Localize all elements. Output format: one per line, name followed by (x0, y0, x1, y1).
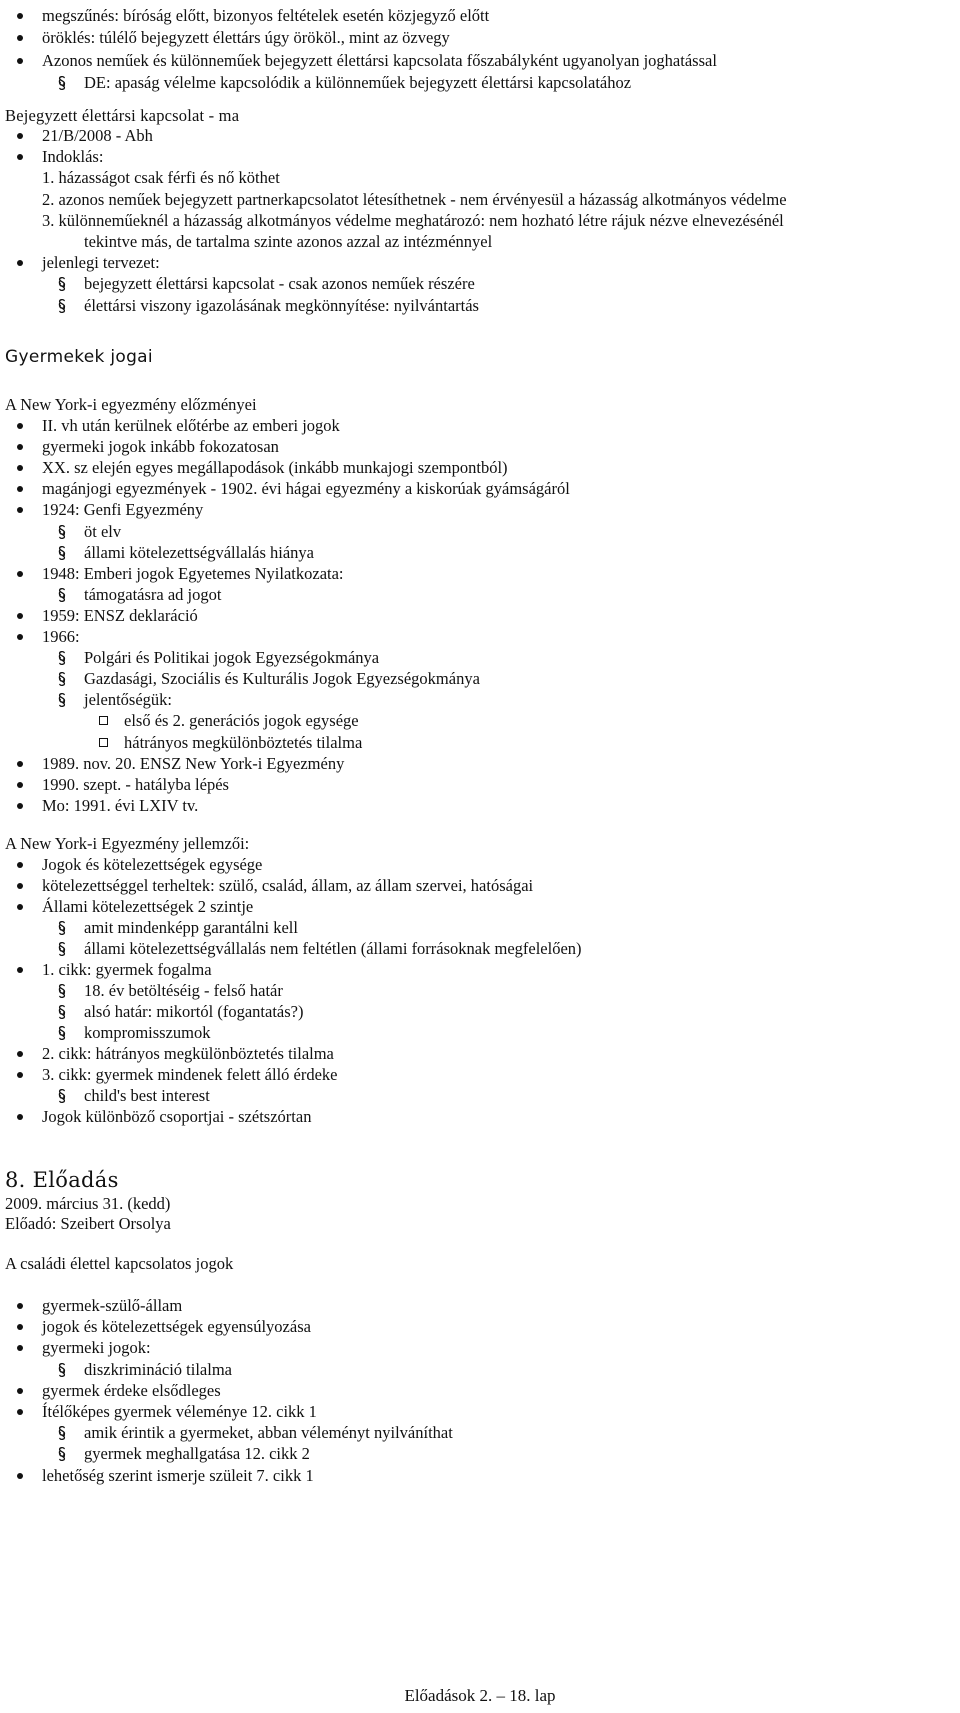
list-item-text: jelentőségük: (84, 690, 172, 709)
list-item (0, 274, 960, 294)
list-item-text: child's best interest (84, 1086, 210, 1105)
list-item (0, 960, 960, 980)
list-item-text: élettársi viszony igazolásának megkönnyítése: nyilvántartás (84, 296, 479, 315)
list-item (0, 416, 960, 436)
bullet-icon (17, 613, 23, 619)
list-item-text: diszkrimináció tilalma (84, 1360, 233, 1379)
section-sign-icon (58, 650, 66, 670)
section-sign-icon (58, 1446, 66, 1466)
list-item-text: 1948: Emberi jogok Egyetemes Nyilatkozata: (42, 564, 344, 583)
list-item (0, 1423, 960, 1443)
list-item (0, 1044, 960, 1064)
section-sign-icon (58, 1088, 66, 1108)
list-item (0, 855, 960, 875)
list-item-text: Gazdasági, Szociális és Kulturális Jogok Egyezségokmánya (84, 669, 480, 688)
bullet-icon (17, 1388, 23, 1394)
list-item (0, 711, 960, 731)
section-sign-icon (58, 545, 66, 565)
list-item (0, 437, 960, 457)
section-sign-icon (58, 941, 66, 961)
bullet-icon (17, 761, 23, 767)
bullet-icon (17, 571, 23, 577)
bullet-icon (17, 1345, 23, 1351)
page-footer: Előadások 2. – 18. lap (404, 1686, 556, 1705)
section-sign-icon (58, 1004, 66, 1024)
list-item (0, 296, 960, 316)
list-item-text: 1. cikk: gyermek fogalma (42, 960, 212, 979)
section-sign-icon (58, 1362, 66, 1382)
list-item-text: XX. sz elején egyes megállapodások (inkább munkajogi szempontból) (42, 458, 508, 477)
bullet-icon (17, 1051, 23, 1057)
list-item-text: 18. év betöltéséig - felső határ (84, 981, 283, 1000)
list-item (0, 1317, 960, 1337)
list-item-text: bejegyzett élettársi kapcsolat - csak azonos neműek részére (84, 274, 475, 293)
list-item-text: 2. azonos neműek bejegyzett partnerkapcsolatot létesíthetnek - nem érvényesül a házasság alkotmányos védelme (42, 190, 787, 209)
list-item-text: 2. cikk: hátrányos megkülönböztetés tilalma (42, 1044, 334, 1063)
list-item (0, 606, 960, 626)
list-item (0, 1002, 960, 1022)
section-sign-icon (58, 1425, 66, 1445)
list-item-text: 21/B/2008 - Abh (42, 126, 153, 145)
list-item (0, 564, 960, 584)
list-item-text: állami kötelezettségvállalás nem feltétlen (állami forrásoknak megfelelően) (84, 939, 582, 958)
list-item (0, 232, 960, 252)
list-item-text: 3. különneműeknél a házasság alkotmányos védelme meghatározó: nem hozható létre rájuk nézve elnevezésénél (42, 211, 784, 230)
bullet-icon (17, 1324, 23, 1330)
square-bullet-icon (99, 738, 108, 747)
list-item (0, 1360, 960, 1380)
list-item-text: 1924: Genfi Egyezmény (42, 500, 204, 519)
section-sign-icon (58, 692, 66, 712)
list-item-text: Ítélőképes gyermek véleménye 12. cikk 1 (42, 1402, 317, 1421)
list-item-text: 1989. nov. 20. ENSZ New York-i Egyezmény (42, 754, 345, 773)
list-item-text: 1966: (42, 627, 80, 646)
list-item-text: 1990. szept. - hatályba lépés (42, 775, 229, 794)
bullet-icon (17, 634, 23, 640)
jell-heading: A New York-i Egyezmény jellemzői: (5, 834, 250, 853)
bullet-icon (17, 1072, 23, 1078)
list-item (0, 1381, 960, 1401)
bullet-icon (17, 507, 23, 513)
list-item-text: Indoklás: (42, 147, 104, 166)
list-item-text: állami kötelezettségvállalás hiánya (84, 543, 314, 562)
bullet-icon (17, 1114, 23, 1120)
list-item (0, 253, 960, 273)
list-item-text: 1959: ENSZ deklaráció (42, 606, 198, 625)
list-item-text: jelenlegi tervezet: (42, 253, 160, 272)
list-item (0, 1338, 960, 1358)
list-item (0, 1296, 960, 1316)
list-item-text: gyermek meghallgatása 12. cikk 2 (84, 1444, 310, 1463)
list-item-text: 3. cikk: gyermek mindenek felett álló érdeke (42, 1065, 338, 1084)
list-item (0, 775, 960, 795)
list-item-text: amik érintik a gyermeket, abban véleményt nyilváníthat (84, 1423, 453, 1442)
list-item-text: hátrányos megkülönböztetés tilalma (124, 733, 363, 752)
list-item (0, 918, 960, 938)
list-item (0, 126, 960, 146)
list-item (0, 897, 960, 917)
bullet-icon (17, 862, 23, 868)
list-item (0, 1402, 960, 1422)
ny-heading: A New York-i egyezmény előzményei (5, 395, 257, 414)
list-item (0, 28, 960, 48)
list-item (0, 73, 960, 93)
section-sign-icon (58, 587, 66, 607)
list-item (0, 796, 960, 816)
list-item-text: DE: apaság vélelme kapcsolódik a különneműek bejegyzett élettársi kapcsolatához (84, 73, 632, 92)
section-heading-gyermekek: Gyermekek jogai (5, 347, 153, 367)
list-item (0, 876, 960, 896)
list-item-text: Jogok és kötelezettségek egysége (42, 855, 263, 874)
bullet-icon (17, 782, 23, 788)
section-sign-icon (58, 1025, 66, 1045)
list-item-text: öröklés: túlélő bejegyzett élettárs úgy örököl., mint az özvegy (42, 28, 450, 47)
list-item (0, 458, 960, 478)
list-item-text: Polgári és Politikai jogok Egyezségokmánya (84, 648, 380, 667)
list-item-text: 1. házasságot csak férfi és nő köthet (42, 168, 280, 187)
list-item-text: megszűnés: bíróság előtt, bizonyos feltételek esetén közjegyző előtt (42, 6, 490, 25)
list-item (0, 1444, 960, 1464)
list-item-text: jogok és kötelezettségek egyensúlyozása (42, 1317, 311, 1336)
list-item-text: Azonos neműek és különneműek bejegyzett élettársi kapcsolata főszabályként ugyanolyan joghatással (42, 51, 717, 70)
bullet-icon (17, 444, 23, 450)
list-item-text: gyermeki jogok: (42, 1338, 151, 1357)
csal-heading: A családi élettel kapcsolatos jogok (5, 1254, 234, 1273)
list-item (0, 211, 960, 231)
list-item (0, 1107, 960, 1127)
list-item (0, 981, 960, 1001)
list-item (0, 627, 960, 647)
bullet-icon (17, 904, 23, 910)
list-item-text: kötelezettséggel terheltek: szülő, család, állam, az állam szervei, hatóságai (42, 876, 534, 895)
bullet-icon (17, 1303, 23, 1309)
bullet-icon (17, 465, 23, 471)
section-sign-icon (58, 920, 66, 940)
list-item-text: első és 2. generációs jogok egysége (124, 711, 359, 730)
bullet-icon (17, 13, 23, 19)
section-sign-icon (58, 524, 66, 544)
list-item-text: tekintve más, de tartalma szinte azonos azzal az intézménnyel (84, 232, 493, 251)
list-item (0, 669, 960, 689)
bullet-icon (17, 35, 23, 41)
bullet-icon (17, 154, 23, 160)
list-item (0, 51, 960, 71)
list-item (0, 648, 960, 668)
bullet-icon (17, 1409, 23, 1415)
list-item (0, 479, 960, 499)
section-sign-icon (58, 276, 66, 296)
list-item (0, 690, 960, 710)
list-item (0, 1065, 960, 1085)
list-item (0, 522, 960, 542)
list-item (0, 585, 960, 605)
list-item (0, 1023, 960, 1043)
bullet-icon (17, 486, 23, 492)
list-item-text: támogatásra ad jogot (84, 585, 222, 604)
list-item (0, 939, 960, 959)
list-item (0, 500, 960, 520)
list-item (0, 543, 960, 563)
list-item-text: kompromisszumok (84, 1023, 211, 1042)
bullet-icon (17, 423, 23, 429)
bullet-icon (17, 883, 23, 889)
list-item (0, 733, 960, 753)
section-sign-icon (58, 298, 66, 318)
list-item-text: lehetőség szerint ismerje szüleit 7. cikk 1 (42, 1466, 314, 1485)
lecture-speaker: Előadó: Szeibert Orsolya (5, 1214, 171, 1233)
bullet-icon (17, 260, 23, 266)
list-item-text: Mo: 1991. évi LXIV tv. (42, 796, 199, 815)
list-item-text: Jogok különböző csoportjai - szétszórtan (42, 1107, 312, 1126)
bullet-icon (17, 133, 23, 139)
bullet-icon (17, 967, 23, 973)
list-item-text: II. vh után kerülnek előtérbe az emberi jogok (42, 416, 340, 435)
bej-heading: Bejegyzett élettársi kapcsolat - ma (5, 106, 240, 125)
bullet-icon (17, 1473, 23, 1479)
section-sign-icon (58, 75, 66, 95)
list-item (0, 6, 960, 26)
list-item (0, 168, 960, 188)
list-item-text: gyermek-szülő-állam (42, 1296, 183, 1315)
list-item (0, 190, 960, 210)
list-item-text: magánjogi egyezmények - 1902. évi hágai egyezmény a kiskorúak gyámságáról (42, 479, 570, 498)
list-item-text: gyermeki jogok inkább fokozatosan (42, 437, 279, 456)
list-item-text: Állami kötelezettségek 2 szintje (42, 897, 254, 916)
list-item (0, 1466, 960, 1486)
square-bullet-icon (99, 716, 108, 725)
bullet-icon (17, 803, 23, 809)
bullet-icon (17, 58, 23, 64)
list-item (0, 754, 960, 774)
list-item-text: alsó határ: mikortól (fogantatás?) (84, 1002, 304, 1021)
list-item-text: gyermek érdeke elsődleges (42, 1381, 221, 1400)
list-item-text: öt elv (84, 522, 122, 541)
section-sign-icon (58, 983, 66, 1003)
list-item (0, 147, 960, 167)
lecture-date: 2009. március 31. (kedd) (5, 1194, 171, 1213)
list-item-text: amit mindenképp garantálni kell (84, 918, 298, 937)
list-item (0, 1086, 960, 1106)
section-sign-icon (58, 671, 66, 691)
lecture-title: 8. Előadás (5, 1168, 119, 1192)
